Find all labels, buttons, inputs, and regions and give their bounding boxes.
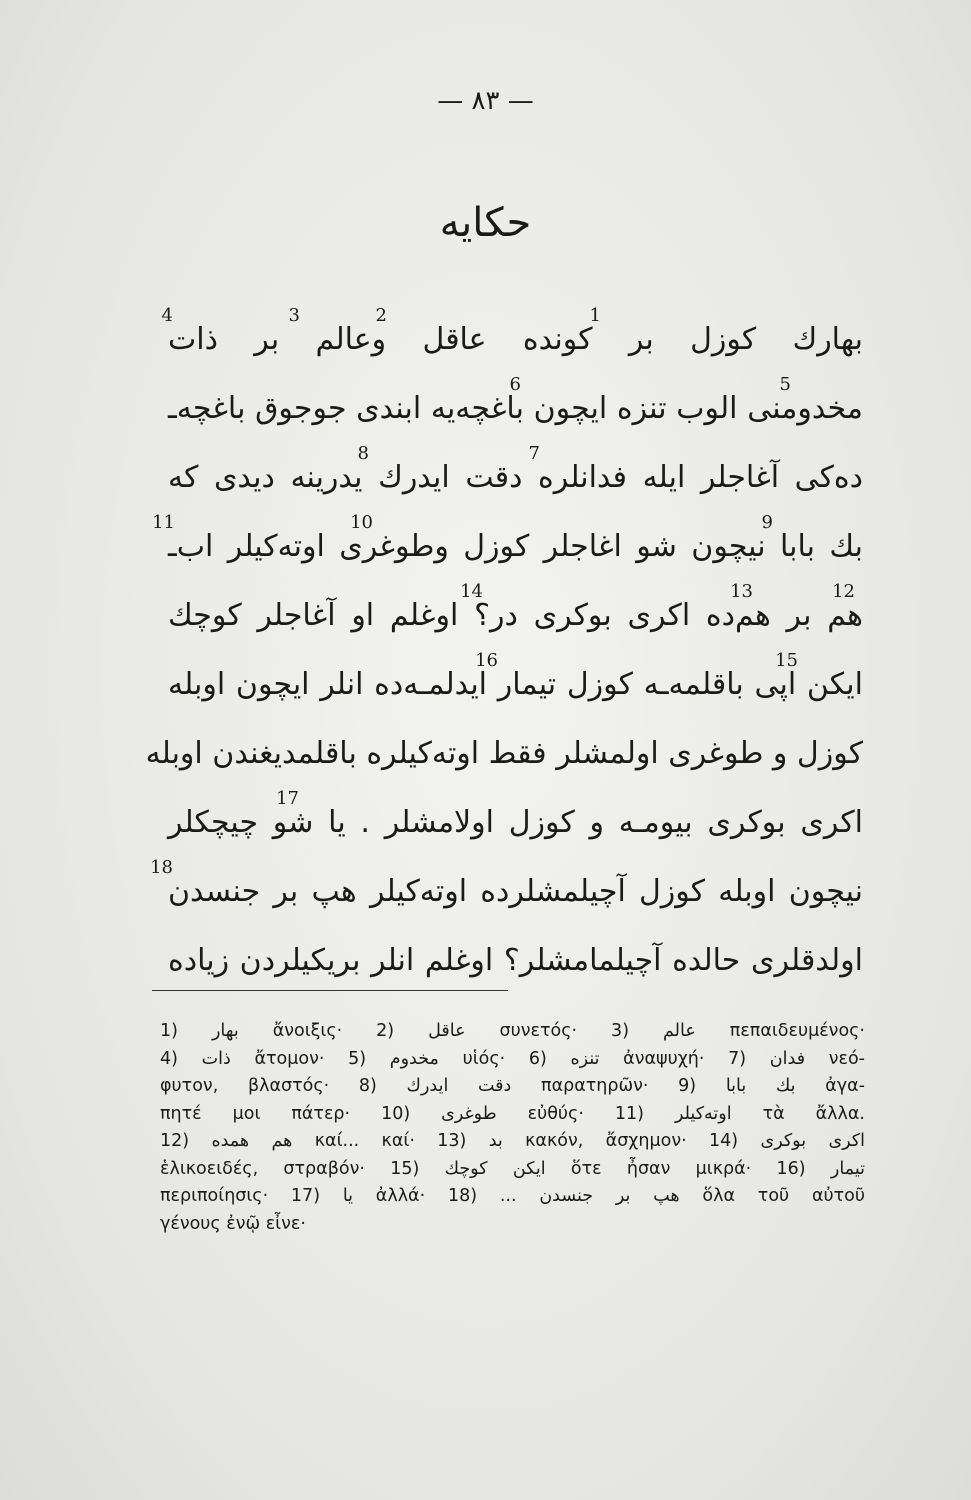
footnote-separator (152, 990, 508, 991)
footnote-marker: 4 (161, 305, 173, 326)
body-line-text: ده‌کی آغاجلر ایله فدانلره دقت ایدرك یدرینه دیدی که (168, 460, 863, 495)
footnote-line: ἑλικοειδές, στραβόν· 15) ایکن کوچك ὅτε ἦσαν μικρά· 16) تیمار (160, 1158, 865, 1179)
footnote-marker: 1 (589, 305, 601, 326)
footnotes (160, 1018, 865, 1238)
body-line-text: کوزل و طوغری اولمشلر فقط اوته‌کیلره باقلمدیغندن اوبله (145, 736, 863, 771)
footnote-marker: 9 (761, 512, 773, 533)
body-line (168, 374, 863, 443)
footnote-marker: 11 (152, 512, 175, 533)
footnote-line: περιποίησις· 17) یا ἀλλά· 18) ... هپ بر جنسدن ὅλα τοῦ αὐτοῦ (160, 1186, 865, 1206)
body-line-text: اولدقلری حالده آچیلمامشلر؟ اوغلم انلر بریکیلردن زیاده (168, 943, 863, 978)
body-line-text: بهارك کوزل بر کونده عاقل وعالم بر ذات (168, 322, 863, 357)
body-line (168, 581, 863, 650)
footnote-line: γένους ἐνῷ εἶνε· (160, 1213, 306, 1234)
body-line (168, 788, 863, 857)
story-title: حكايه (439, 200, 532, 246)
body-line (168, 443, 863, 512)
body-line-text: نیچون اوبله کوزل آچیلمشلرده اوته‌کیلر هپ بر جنسدن (168, 874, 863, 909)
footnote-marker: 18 (150, 857, 173, 878)
body-line (168, 926, 863, 995)
body-line (150, 857, 863, 926)
footnote-marker: 15 (775, 650, 798, 671)
body-line-text: مخدومنی الوب تنزه ایچون باغچه‌یه ابندی جوجوق باغچه‌ـ (168, 391, 863, 426)
footnote-line: 1) بهار ἄνοιξις· 2) عاقل συνετός· 3) عالم πεπαιδευμένος· (160, 1021, 865, 1041)
footnote-line: πητέ μοι πάτερ· 10) طوغری εὐθύς· 11) اوته‌کیلر τὰ ἄλλα. (160, 1103, 865, 1124)
body-line-text: بك بابا نیچون شو اغاجلر کوزل وطوغری اوته‌کیلر اب‌ـ (168, 529, 863, 564)
footnote-marker: 14 (460, 581, 483, 602)
footnote-marker: 13 (730, 581, 753, 602)
body-line-text: اکری بوکری بیومـه و کوزل اولامشلر . یا شو چیچکلر (168, 805, 863, 840)
footnote-line: 12) هم همده καί... καί· 13) بد κακόν, ἄσχημον· 14) اکری بوکری (160, 1131, 865, 1151)
footnote-line: φυτον, βλαστός· 8) دقت ایدرك παρατηρῶν· 9) بك بابا ἀγα- (160, 1076, 865, 1096)
footnote-marker: 5 (779, 374, 791, 395)
footnote-marker: 16 (475, 650, 498, 671)
page-number: — ٨٣ — (437, 86, 534, 116)
body-line (152, 512, 863, 581)
body-line-text: ایکن اپی باقلمه‌ـه کوزل تیمار ایدلمـه‌ده انلر ایچون اوبله (168, 667, 863, 702)
body-line (145, 719, 863, 788)
footnote-marker: 6 (509, 374, 521, 395)
footnote-marker: 17 (276, 788, 299, 809)
footnote-marker: 12 (832, 581, 855, 602)
body-line-text: هم بر هم‌ده اکری بوکری در؟ اوغلم او آغاجلر کوچك (168, 598, 863, 633)
footnote-marker: 10 (350, 512, 373, 533)
footnote-marker: 8 (357, 443, 369, 464)
story-body (145, 305, 863, 995)
body-line (168, 650, 863, 719)
footnote-marker: 2 (375, 305, 387, 326)
footnote-marker: 7 (528, 443, 540, 464)
footnote-marker: 3 (288, 305, 300, 326)
footnote-line: 4) ذات ἄτομον· 5) مخدوم υἱός· 6) تنزه ἀναψυχή· 7) فدان νεό- (160, 1048, 865, 1069)
